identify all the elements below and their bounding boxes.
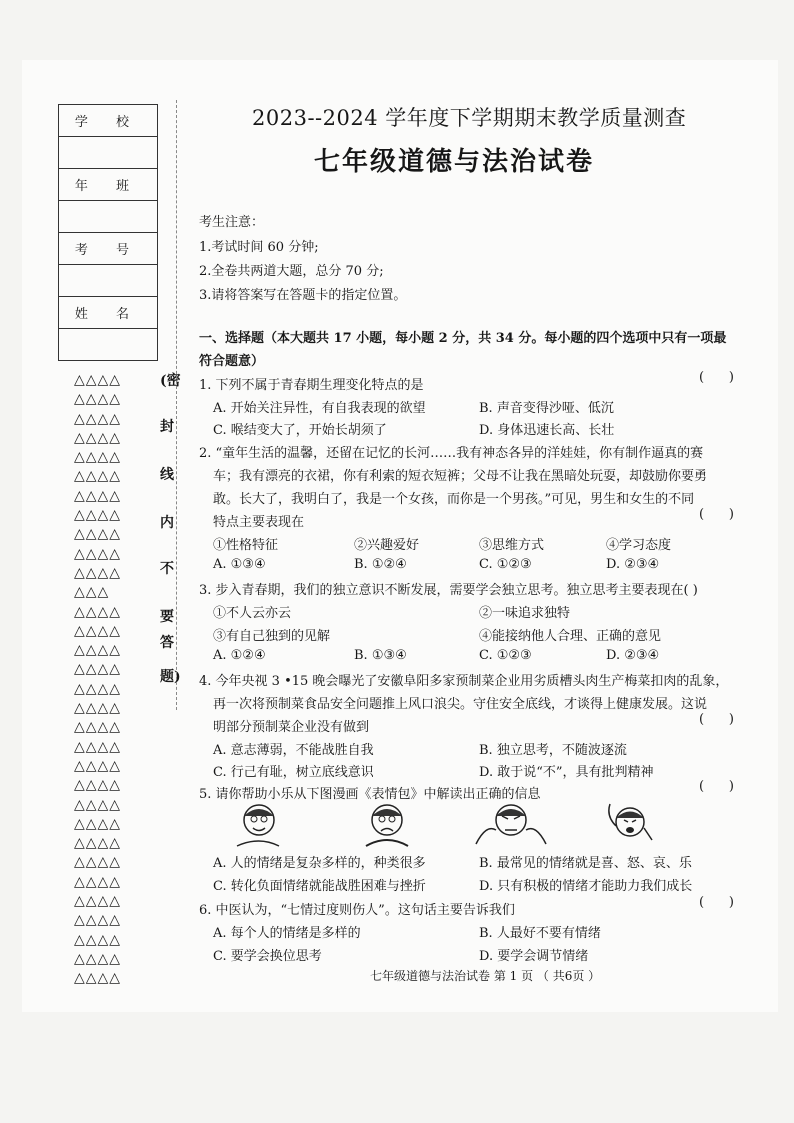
option-b: B. ①②④ [354, 557, 407, 572]
question-5-stem: 5. 请你帮助小乐从下图漫画《表情包》中解读出正确的信息 [199, 787, 541, 802]
class-label: 年 班 [59, 169, 158, 201]
statement-2: ②一味追求独特 [479, 606, 571, 621]
seal-char: 要 [160, 609, 174, 625]
option-d: D. ②③④ [606, 648, 660, 663]
emoji-cartoon-strip [0, 800, 794, 848]
option-a: A. 人的情绪是复杂多样的，种类很多 [213, 856, 426, 871]
option-c: C. 转化负面情绪就能战胜困难与挫折 [213, 879, 426, 894]
seal-char: (密 [160, 373, 181, 389]
question-2-line: 车；我有漂亮的衣裙，你有利索的短衣短裤；父母不让我在黑暗处玩耍，却鼓励你要勇 [213, 469, 708, 484]
answer-paren: ( ) [699, 895, 734, 910]
statement-2: ②兴趣爱好 [354, 538, 420, 553]
exam-number-field[interactable] [59, 265, 158, 297]
notice-item: 1.考试时间 60 分钟; [199, 240, 319, 255]
seal-char: 不 [160, 561, 174, 577]
name-field[interactable] [59, 329, 158, 361]
seal-char: 题) [160, 669, 181, 685]
option-c: C. 喉结变大了，开始长胡须了 [213, 423, 387, 438]
page-footer: 七年级道德与法治试卷 第 1 页 （ 共6页 ） [370, 969, 601, 983]
option-a: A. 每个人的情绪是多样的 [213, 926, 361, 941]
statement-4: ④学习态度 [606, 538, 672, 553]
cheering-swimmer-icon [600, 800, 656, 848]
answer-paren: ( ) [699, 370, 734, 385]
option-d: D. 敢于说“不”，具有批判精神 [479, 765, 654, 780]
exam-number-label: 考 号 [59, 233, 158, 265]
question-1-stem: 1. 下列不属于青春期生理变化特点的是 [199, 378, 424, 393]
seal-char: 内 [160, 515, 174, 531]
option-c: C. 行己有耻，树立底线意识 [213, 765, 374, 780]
option-d: D. 身体迅速长高、长壮 [479, 423, 615, 438]
class-field[interactable] [59, 201, 158, 233]
exam-title-line1: 2023--2024 学年度下学期期末教学质量测查 [252, 106, 687, 130]
name-label: 姓 名 [59, 297, 158, 329]
question-4-line: 再一次将预制菜食品安全问题推上风口浪尖。守住安全底线，才谈得上健康发展。这说 [213, 697, 708, 712]
statement-1: ①不人云亦云 [213, 606, 292, 621]
school-field[interactable] [59, 137, 158, 169]
seal-char: 线 [160, 467, 174, 483]
option-c: C. 要学会换位思考 [213, 949, 322, 964]
answer-paren: ( ) [699, 712, 734, 727]
seal-char: 答 [160, 635, 174, 651]
option-a: A. ①③④ [213, 557, 266, 572]
option-b: B. 声音变得沙哑、低沉 [479, 401, 614, 416]
question-6-stem: 6. 中医认为，“七情过度则伤人”。这句话主要告诉我们 [199, 903, 515, 918]
option-b: B. ①③④ [354, 648, 407, 663]
seal-char: 封 [160, 419, 174, 435]
option-b: B. 最常见的情绪就是喜、怒、哀、乐 [479, 856, 692, 871]
option-a: A. 意志薄弱，不能战胜自我 [213, 743, 374, 758]
option-d: D. ②③④ [606, 557, 660, 572]
option-a: A. ①②④ [213, 648, 266, 663]
answer-paren: ( ) [699, 507, 734, 522]
student-info-table [58, 104, 158, 361]
option-c: C. ①②③ [479, 557, 532, 572]
question-2-line: 敢。长大了，我明白了，我是一个女孩，而你是一个男孩。”可见，男生和女生的不同 [213, 492, 695, 507]
option-b: B. 人最好不要有情绪 [479, 926, 601, 941]
question-2-line: 特点主要表现在 [213, 515, 305, 530]
angry-swimmer-icon [472, 800, 550, 848]
question-2-line: 2. “童年生活的温馨，还留在记忆的长河……我有神态各异的洋娃娃，你有制作逼真的赛 [199, 446, 704, 461]
option-a: A. 开始关注异性，有自我表现的欲望 [213, 401, 426, 416]
option-d: D. 要学会调节情绪 [479, 949, 589, 964]
sad-swimmer-icon [360, 800, 414, 848]
notice-item: 2.全卷共两道大题，总分 70 分; [199, 264, 384, 279]
section-title-cont: 符合题意） [199, 354, 265, 369]
section-title: 一、选择题（本大题共 17 小题，每小题 2 分，共 34 分。每小题的四个选项中只有一项最 [199, 331, 727, 346]
notice-title: 考生注意： [199, 215, 265, 230]
question-4-line: 4. 今年央视 3 •15 晚会曝光了安徽阜阳多家预制菜企业用劣质槽头肉生产梅菜扣肉的乱象， [199, 674, 729, 689]
statement-3: ③有自己独到的见解 [213, 629, 331, 644]
seal-dashed-line [176, 100, 177, 710]
option-d: D. 只有积极的情绪才能助力我们成长 [479, 879, 693, 894]
answer-paren: ( ) [699, 779, 734, 794]
seal-triangles: △△△△ △△△△ △△△△ △△△△ △△△△ △△△△ △△△△ △△△△ △△△△ △△△△ △△△△ △△△ △△△△ △△△△ △△△△ △△△△ △△△△ △△△△ △△△△ △△△△ △△△△ △△△△ △△△△ △△△△ △△△△ △△△△ △△△△ △△△△ △△△△ △△△△ △△△△ △△△△ [74, 372, 122, 987]
statement-3: ③思维方式 [479, 538, 545, 553]
notice-item: 3.请将答案写在答题卡的指定位置。 [199, 288, 407, 303]
smiling-swimmer-icon [233, 800, 283, 848]
statement-1: ①性格特征 [213, 538, 279, 553]
option-b: B. 独立思考，不随波逐流 [479, 743, 627, 758]
school-label: 学 校 [59, 105, 158, 137]
statement-4: ④能接纳他人合理、正确的意见 [479, 629, 662, 644]
exam-title: 七年级道德与法治试卷 [314, 147, 595, 177]
option-c: C. ①②③ [479, 648, 532, 663]
question-3-stem: 3. 步入青春期，我们的独立意识不断发展，需要学会独立思考。独立思考主要表现在( ) [199, 583, 698, 598]
question-4-line: 明部分预制菜企业没有做到 [213, 720, 370, 735]
